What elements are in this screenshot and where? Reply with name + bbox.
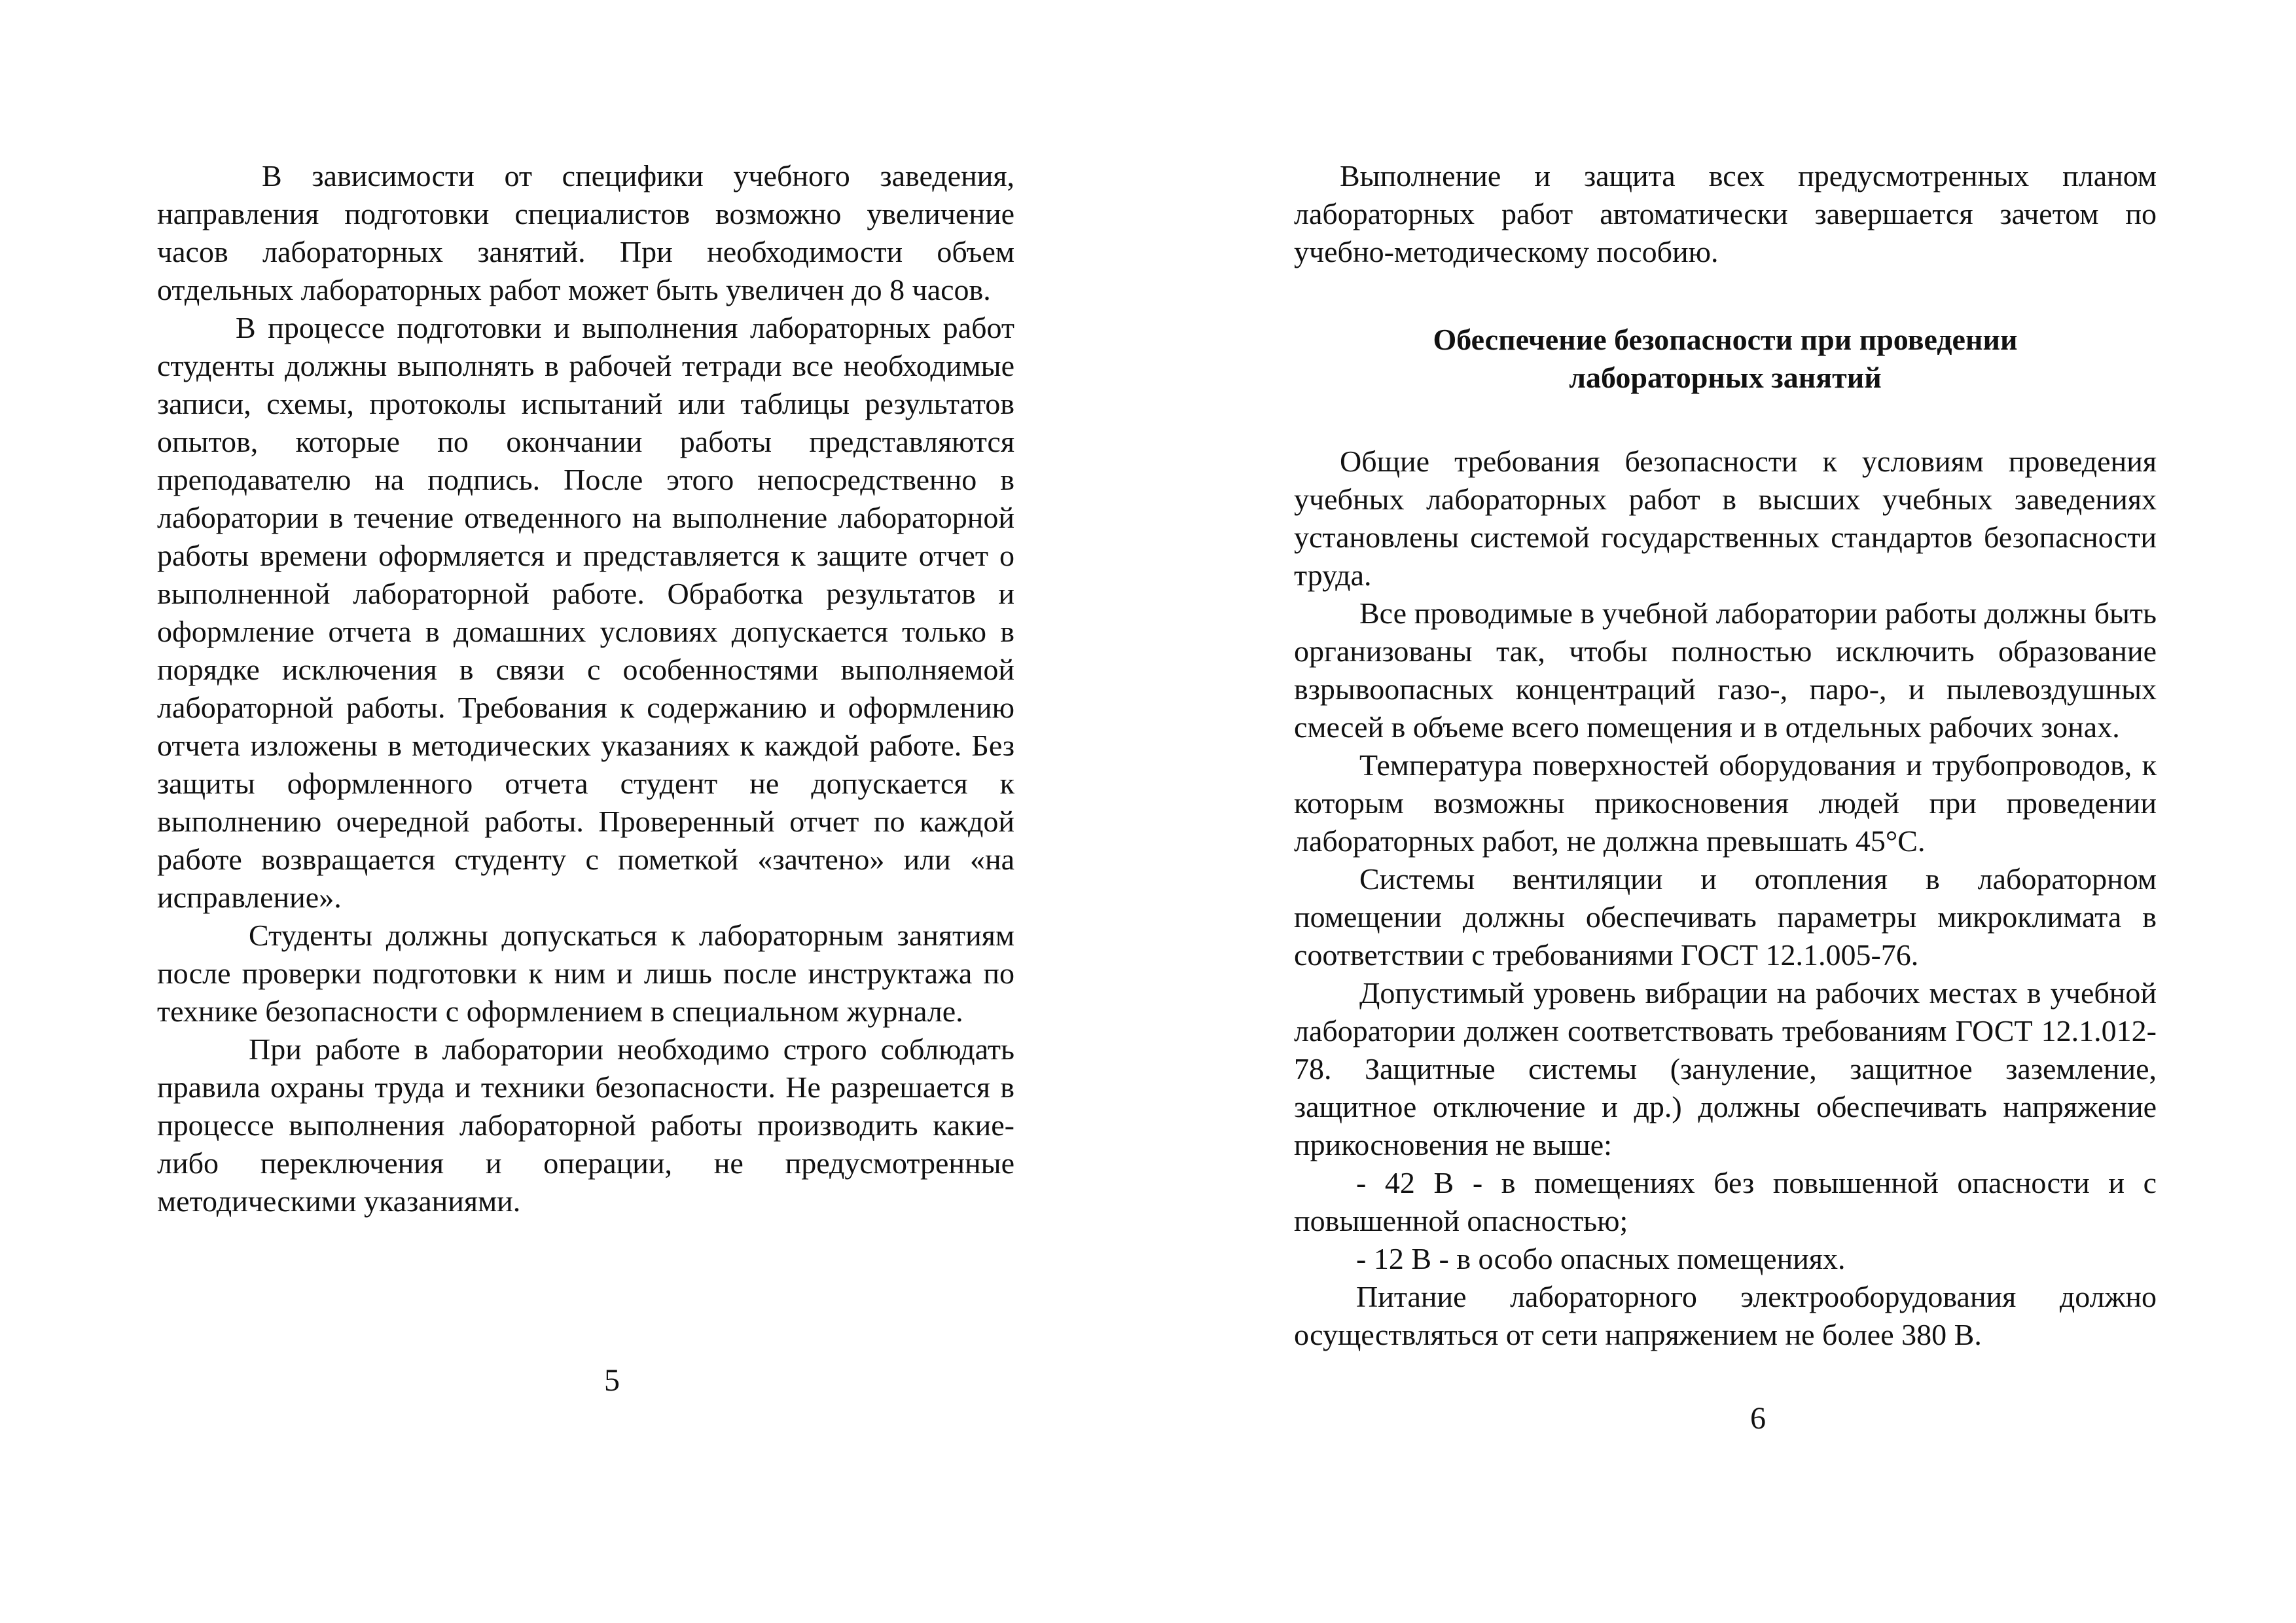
left-page-text [157, 157, 1014, 1220]
paragraph: Выполнение и защита всех предусмотренных планом лабораторных работ автоматически завершается зачетом по учебно-методическому пособию. [1294, 159, 2157, 268]
right-page-text [1294, 157, 2157, 1354]
list-item: - 42 В - в помещениях без повышенной опасности и с повышенной опасностью; [1294, 1166, 2157, 1237]
paragraph: Студенты должны допускаться к лабораторным занятиям после проверки подготовки к ним и лишь после инструктажа по технике безопасности с оформлением в специальном журнале. [157, 919, 1014, 1028]
paragraph: При работе в лаборатории необходимо строго соблюдать правила охраны труда и техники безопасности. Не разрешается в процессе выполнения лабораторной работы производить какие-либо переключения и операции, не предусмотренные методическими указаниями. [157, 1032, 1014, 1218]
paragraph: Допустимый уровень вибрации на рабочих местах в учебной лаборатории должен соответствовать требованиям ГОСТ 12.1.012-78. Защитные системы (зануление, защитное заземление, защитное отключение и др.) должны обеспечивать напряжение прикосновения не выше: [1294, 976, 2157, 1161]
section-heading [1294, 321, 2157, 397]
paragraph: Системы вентиляции и отопления в лабораторном помещении должны обеспечивать параметры микроклимата в соответствии с требованиями ГОСТ 12.1.005-76. [1294, 862, 2157, 972]
list-item: - 12 В - в особо опасных помещениях. [1356, 1242, 1846, 1275]
section-heading-line: Обеспечение безопасности при проведении [1433, 323, 2018, 356]
paragraph: Все проводимые в учебной лаборатории работы должны быть организованы так, чтобы полностью исключить образование взрывоопасных концентраций газо-, паро-, и пылевоздушных смесей в объеме всего помещения и в отдельных рабочих зонах. [1294, 596, 2157, 744]
paragraph: Общие требования безопасности к условиям проведения учебных лабораторных работ в высших учебных заведениях установлены системой государственных стандартов безопасности труда. [1294, 445, 2157, 592]
page-number: 5 [604, 1363, 620, 1398]
paragraph: В процессе подготовки и выполнения лабораторных работ студенты должны выполнять в рабочей тетради все необходимые записи, схемы, протоколы испытаний или таблицы результатов опытов, которые по окончании работы представляются преподавателю на подпись. После этого непосредственно в лаборатории в течение отведенного на выполнение лабораторной работы времени оформляется и представляется к защите отчет о выполненной лабораторной работе. Обработка результатов и оформление отчета в домашних условиях допускается только в порядке исключения в связи с особенностями выполняемой лабораторной работы. Требования к содержанию и оформлению отчета изложены в методических указаниях к каждой работе. Без защиты оформленного отчета студент не допускается к выполнению очередной работы. Проверенный отчет по каждой работе возвращается студенту с пометкой «зачтено» или «на исправление». [157, 311, 1014, 914]
paragraph: В зависимости от специфики учебного заведения, направления подготовки специалистов возможно увеличение часов лабораторных занятий. При необходимости объем отдельных лабораторных работ может быть увеличен до 8 часов. [157, 159, 1014, 306]
left-page [157, 0, 1014, 1623]
right-page [1294, 0, 2157, 1623]
page-number: 6 [1750, 1401, 1766, 1436]
paragraph: Температура поверхностей оборудования и трубопроводов, к которым возможны прикосновения людей при проведении лабораторных работ, не должна превышать 45°С. [1294, 748, 2157, 858]
paragraph: Питание лабораторного электрооборудования должно осуществляться от сети напряжением не более 380 В. [1294, 1280, 2157, 1351]
section-heading-line: лабораторных занятий [1569, 361, 1882, 394]
